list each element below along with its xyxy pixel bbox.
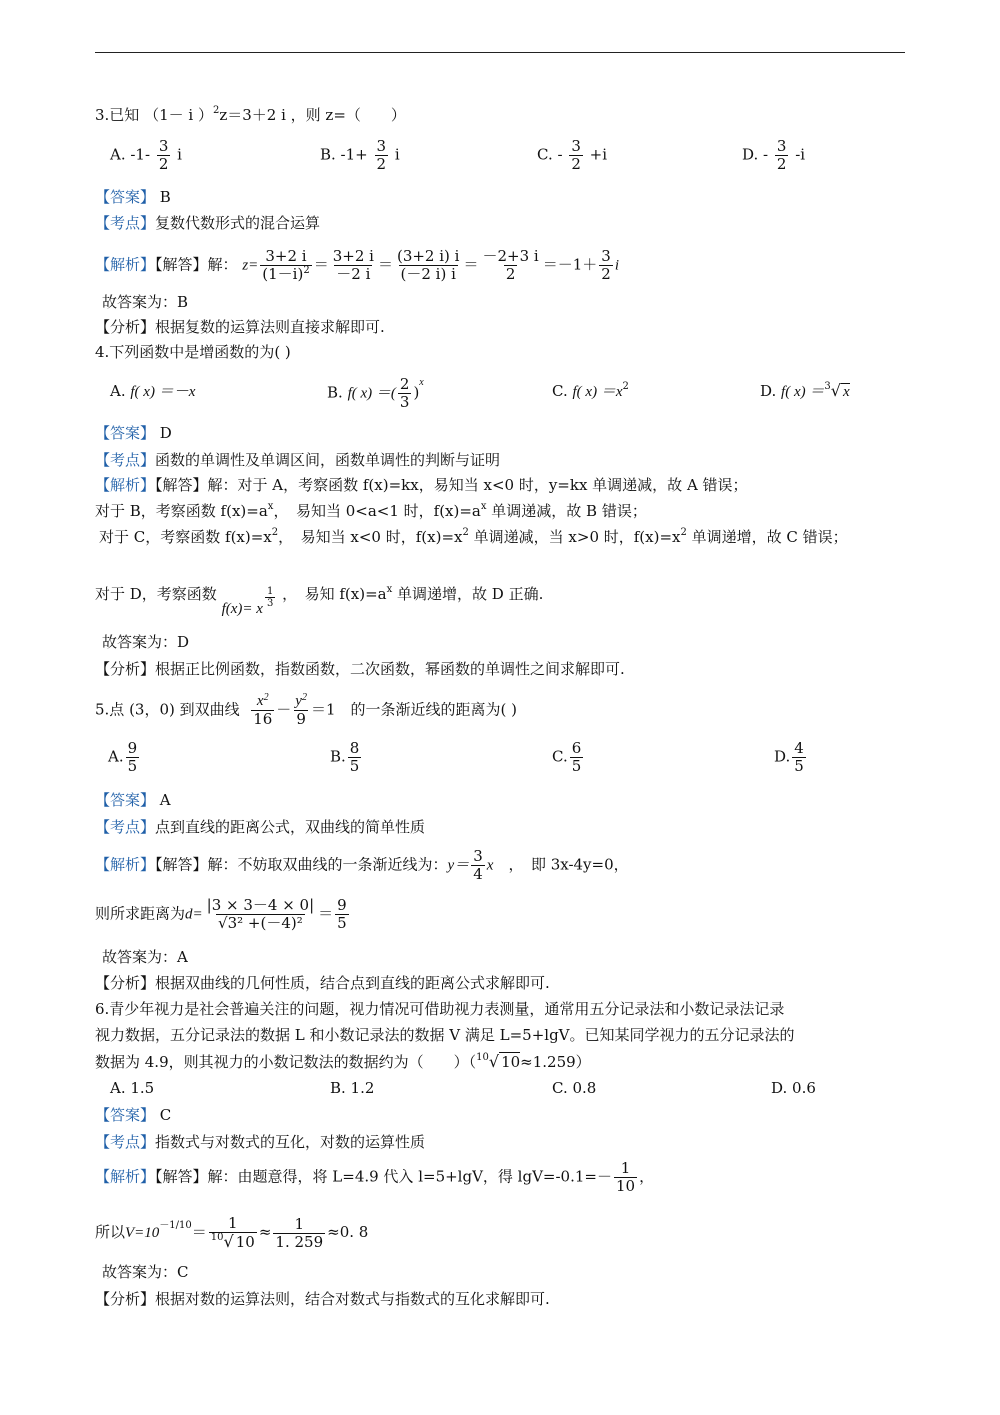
q4-fenxi: 【分析】根据正比例函数，指数函数，二次函数，幂函数的单调性之间求解即可.	[95, 660, 625, 678]
num: 3	[473, 847, 483, 865]
q3-jiexi: 【解析】【解答】解： z= $\frac{3+2 i}{(1-i)^2}$ ＝ $\frac{3+2 i}{-2 i}$ ＝ $\frac{(3+2 i) i}{(-2 i) i}$ ＝ $\frac{-2+3 i}{2}$ ＝－1＋ $\frac{3}{2}$ i	[95, 247, 619, 283]
q6-jiexi	[95, 1160, 654, 1195]
q3-fenxi: 【分析】根据复数的运算法则直接求解即可.	[95, 318, 385, 336]
q6-option-b: B. 1.2	[330, 1079, 375, 1097]
fraction	[209, 1215, 257, 1251]
kaodian-text: 函数的单调性及单调区间，函数单调性的判断与证明	[155, 451, 501, 469]
fraction	[375, 138, 389, 173]
jiexi-text: 【解答】解：对于 A，考察函数 f(x)=kx，易知当 x<0 时，y=kx 单调递减，故 A 错误；	[155, 476, 748, 494]
var-x: x	[486, 857, 494, 874]
q6-final: 故答案为：C	[102, 1263, 189, 1281]
answer-value: B	[159, 188, 171, 206]
text: ， 易知 f(x)=a	[282, 585, 387, 603]
exp: x	[480, 501, 487, 512]
q6-stem-line2: 视力数据，五分记录法的数据 L 和小数记录法的数据 V 满足 L=5+lgV。已知某同学视力的五分记录法的	[95, 1026, 795, 1044]
answer-value: C	[159, 1106, 172, 1124]
q5-option-c	[552, 740, 585, 775]
opt-label: B.	[327, 383, 343, 402]
fraction	[775, 138, 789, 173]
num-exp: 2	[263, 692, 269, 703]
opt-label: C.	[552, 382, 568, 400]
radicand: 10	[501, 1053, 521, 1071]
q5-option-d	[774, 740, 808, 775]
q6-kaodian	[95, 1131, 425, 1153]
num: (3+2 i) i	[396, 247, 460, 265]
opt-text: i	[172, 145, 182, 164]
kaodian-tag: 【考点】	[95, 214, 156, 232]
answer-tag: 【答案】	[95, 1106, 156, 1124]
answer-tag: 【答案】	[95, 791, 156, 809]
den: 5	[349, 757, 360, 775]
q3-answer	[95, 186, 171, 208]
text: 对于 C，考察函数 f(x)=x	[99, 528, 272, 546]
q3-option-a	[110, 138, 182, 173]
num: 2	[399, 375, 410, 393]
num-text: y	[295, 693, 302, 709]
q5-option-b	[330, 740, 363, 775]
q4-kaodian	[95, 449, 500, 471]
den-text: (1－i)	[262, 265, 304, 283]
opt-text: A. -1-	[110, 145, 155, 164]
kaodian-text: 点到直线的距离公式，双曲线的简单性质	[155, 818, 426, 836]
opt-exp: x	[419, 377, 424, 388]
answer-tag: 【答案】	[95, 424, 156, 442]
opt-text: +i	[584, 145, 608, 164]
q4-option-d	[760, 380, 850, 403]
opt-expr: )	[413, 383, 420, 402]
header-rule	[95, 52, 905, 53]
q5-fenxi: 【分析】根据双曲线的几何性质，结合点到直线的距离公式求解即可.	[95, 974, 550, 992]
text: 单调递增，故 C 错误；	[686, 528, 848, 546]
kaodian-tag: 【考点】	[95, 818, 156, 836]
den	[260, 265, 311, 283]
num: 3	[601, 247, 611, 265]
radical-icon: √	[223, 1232, 234, 1251]
q3-final: 故答案为：B	[102, 293, 189, 311]
fx-expr	[221, 585, 278, 617]
text: 数据为 4.9，则其视力的小数记数法的数据约为（ ）（	[95, 1053, 477, 1071]
exp: －1/10	[159, 1220, 192, 1231]
num: 3	[571, 137, 581, 155]
opt-text: -i	[790, 145, 806, 164]
jiexi-tag: 【解析】	[95, 1167, 156, 1186]
den: 3	[399, 393, 410, 411]
text: 5.点 (3，0) 到双曲线	[95, 700, 240, 719]
opt-label: B.	[330, 747, 346, 766]
result: ≈0. 8	[327, 1223, 369, 1241]
q6-option-d: D. 0.6	[771, 1079, 816, 1097]
fraction	[599, 248, 613, 283]
q4-line-b	[95, 500, 647, 522]
num: 3+2 i	[265, 247, 307, 265]
kaodian-tag: 【考点】	[95, 451, 156, 469]
q3-option-d	[742, 138, 805, 173]
den	[209, 1232, 257, 1251]
q5-jiexi	[95, 848, 629, 883]
num	[255, 693, 271, 710]
text: ， 易知当 0<a<1 时，f(x)=a	[273, 502, 481, 520]
opt-exp: 2	[622, 381, 629, 392]
root-index: 10	[476, 1052, 489, 1063]
den: 5	[337, 914, 347, 932]
var-v: V=10	[125, 1225, 160, 1241]
num: 1	[294, 1214, 305, 1233]
opt-label: A.	[110, 382, 126, 400]
num-text: x	[256, 693, 264, 709]
q3-option-b	[320, 138, 400, 173]
opt-label: C.	[552, 747, 568, 766]
radicand: 10	[235, 1233, 255, 1251]
fraction	[569, 138, 583, 173]
fraction	[251, 693, 274, 728]
opt-label: D.	[760, 382, 777, 400]
jiexi-pre: 【解答】解：	[155, 255, 238, 274]
den: 5	[127, 757, 138, 775]
den: √3² +(－4)²	[218, 914, 303, 932]
opt-text: B. -1+	[320, 145, 373, 164]
q3-stem	[95, 104, 406, 126]
fraction	[157, 138, 171, 173]
fraction	[335, 897, 349, 932]
fraction	[348, 740, 362, 775]
text: 对于 B，考察函数 f(x)=a	[95, 502, 268, 520]
jiexi-tag: 【解析】	[95, 855, 156, 874]
den: 1. 259	[275, 1232, 324, 1251]
exp: x	[386, 584, 393, 595]
text: 所以	[95, 1223, 126, 1241]
fraction	[614, 1160, 637, 1195]
q6-v-calc: 所以$V=10^{-1/10}=$ $\frac{1}{^{10}√ 10}$ ≈ $\frac{1}{1. 259}$ ≈0. 8	[95, 1214, 369, 1251]
q6-option-c: C. 0.8	[552, 1079, 597, 1097]
var-y: y＝	[447, 857, 470, 874]
radical-icon: √	[830, 381, 841, 400]
num: 6	[571, 739, 582, 757]
den: 2	[505, 265, 516, 283]
text: 单调递减，当 x>0 时，f(x)=x	[468, 528, 681, 546]
num: 3+2 i	[332, 247, 374, 265]
text: 单调递减，故 B 错误；	[486, 502, 647, 520]
jiexi-tag: 【解析】	[95, 476, 156, 494]
jiexi-text: 【解答】解：由题意得，将 L=4.9 代入 l=5+lgV，得 lgV=-0.1=－	[155, 1167, 612, 1186]
q6-fenxi: 【分析】根据对数的运算法则，结合对数式与指数式的互化求解即可.	[95, 1290, 550, 1308]
opt-label: D.	[774, 747, 791, 766]
fraction	[570, 740, 584, 775]
kaodian-text: 复数代数形式的混合运算	[155, 214, 321, 232]
num: －2+3 i	[482, 247, 539, 265]
q3-stem-exp: 2	[212, 105, 220, 116]
num: 9	[127, 739, 138, 757]
num: |3 × 3－4 × 0|	[206, 896, 315, 914]
q3-stem-part2: z＝3＋2 i ，则 z=（ ）	[219, 106, 406, 124]
fraction	[293, 693, 309, 728]
num: 4	[794, 739, 804, 757]
q6-stem-line1: 6.青少年视力是社会普遍关注的问题，视力情况可借助视力表测量，通常用五分记录法和小数记录法记录	[95, 1000, 785, 1018]
den: －2 i	[336, 265, 371, 283]
root-index: 3	[824, 381, 831, 392]
den: 10	[615, 1177, 636, 1195]
num: 1	[266, 585, 274, 597]
text: 对于 D，考察函数	[95, 585, 217, 603]
result-pre: ＝－1＋	[542, 255, 598, 274]
fraction	[273, 1216, 325, 1251]
num: 8	[349, 739, 360, 757]
den: 5	[571, 757, 582, 775]
text: 单调递增，故 D 正确.	[392, 585, 544, 603]
q5-stem: 5.点 (3，0) 到双曲线 $\frac{x^2}{16}$ － $\frac{y^2}{9}$ ＝1 的一条渐近线的距离为( )	[95, 692, 517, 728]
answer-value: D	[159, 424, 172, 442]
text: ，	[639, 1167, 655, 1186]
fraction	[260, 248, 311, 283]
text: f(x)= x	[221, 601, 263, 617]
den: 2	[776, 155, 787, 173]
den: 16	[253, 710, 273, 728]
den: 9	[296, 710, 306, 728]
q3-option-c	[537, 138, 607, 173]
den: 3	[266, 597, 274, 609]
var-z: z=	[242, 257, 259, 274]
q4-option-a	[110, 380, 195, 403]
num-exp: 2	[301, 692, 307, 703]
q5-distance: 则所求距离为d= $\frac{|3 \times 3-4 \times 0|}{\text{√3² +(－4)²}}$ ＝ $\frac{9}{5}$	[95, 896, 347, 932]
jiexi-tag: 【解析】	[95, 255, 156, 274]
var-d: d=	[185, 906, 203, 923]
q5-kaodian	[95, 816, 425, 838]
opt-text: D. -	[742, 145, 773, 164]
exp: 2	[680, 527, 687, 538]
q3-kaodian	[95, 212, 320, 234]
fraction	[331, 248, 376, 283]
fraction	[395, 248, 462, 283]
text: ≈1.259）	[520, 1053, 591, 1071]
answer-value: A	[159, 791, 171, 809]
fraction	[205, 897, 317, 932]
root-index: 10	[210, 1232, 224, 1243]
num	[293, 693, 309, 710]
q6-stem-line3	[95, 1051, 591, 1073]
answer-tag: 【答案】	[95, 188, 156, 206]
fraction	[126, 740, 140, 775]
text: ＝1 的一条渐近线的距离为( )	[310, 700, 517, 719]
fraction	[471, 848, 485, 883]
opt-expr: f( x) ＝x	[572, 384, 623, 400]
den: 2	[376, 155, 387, 173]
q5-option-a	[108, 740, 141, 775]
num: 3	[776, 137, 787, 155]
fraction	[792, 740, 806, 775]
opt-text: i	[390, 145, 400, 164]
num: 3	[376, 137, 387, 155]
kaodian-tag: 【考点】	[95, 1133, 156, 1151]
q4-option-c	[552, 380, 629, 403]
num: 1	[620, 1159, 631, 1177]
q3-stem-part1: 3.已知 （1－ i ）	[95, 106, 213, 124]
den: 2	[571, 155, 581, 173]
opt-expr: f( x) ＝(	[347, 385, 396, 402]
q6-option-a: A. 1.5	[110, 1079, 155, 1097]
opt-text: C. -	[537, 145, 568, 164]
num: 1	[228, 1214, 238, 1232]
exp-fraction	[265, 586, 275, 609]
opt-expr: f( x) ＝	[781, 384, 825, 400]
text: 则所求距离为	[95, 904, 186, 923]
q4-final: 故答案为：D	[102, 633, 190, 651]
radical-icon: √	[488, 1052, 500, 1071]
q6-answer	[95, 1104, 171, 1126]
q4-jiexi	[95, 474, 748, 496]
exp: 2	[271, 527, 279, 538]
text: ， 易知当 x<0 时，f(x)=x	[278, 528, 463, 546]
kaodian-text: 指数式与对数式的互化，对数的运算性质	[155, 1133, 426, 1151]
den: 2	[601, 265, 611, 283]
q4-line-d	[95, 583, 544, 617]
jiexi-post: ， 即 3x-4y=0，	[508, 855, 629, 874]
den-exp: 2	[303, 265, 310, 276]
exp: 2	[462, 527, 469, 538]
q5-answer	[95, 789, 171, 811]
radicand: x	[842, 384, 850, 400]
jiexi-pre: 【解答】解：不妨取双曲线的一条渐近线为：	[155, 855, 448, 874]
den: 5	[794, 757, 804, 775]
den: 2	[158, 155, 169, 173]
q5-final: 故答案为：A	[102, 948, 188, 966]
result-post: i	[614, 257, 619, 274]
opt-label: A.	[108, 747, 124, 766]
den: 4	[473, 865, 483, 883]
num: 9	[337, 896, 347, 914]
fraction	[398, 376, 412, 411]
q4-line-c	[99, 526, 848, 548]
fraction	[480, 248, 540, 283]
exp: x	[267, 501, 274, 512]
q4-option-b	[327, 376, 424, 411]
q4-stem: 4.下列函数中是增函数的为( )	[95, 343, 291, 361]
den: (－2 i) i	[400, 265, 456, 283]
q4-answer	[95, 422, 172, 444]
num: 3	[158, 137, 169, 155]
opt-expr: f( x) ＝－x	[130, 384, 196, 400]
